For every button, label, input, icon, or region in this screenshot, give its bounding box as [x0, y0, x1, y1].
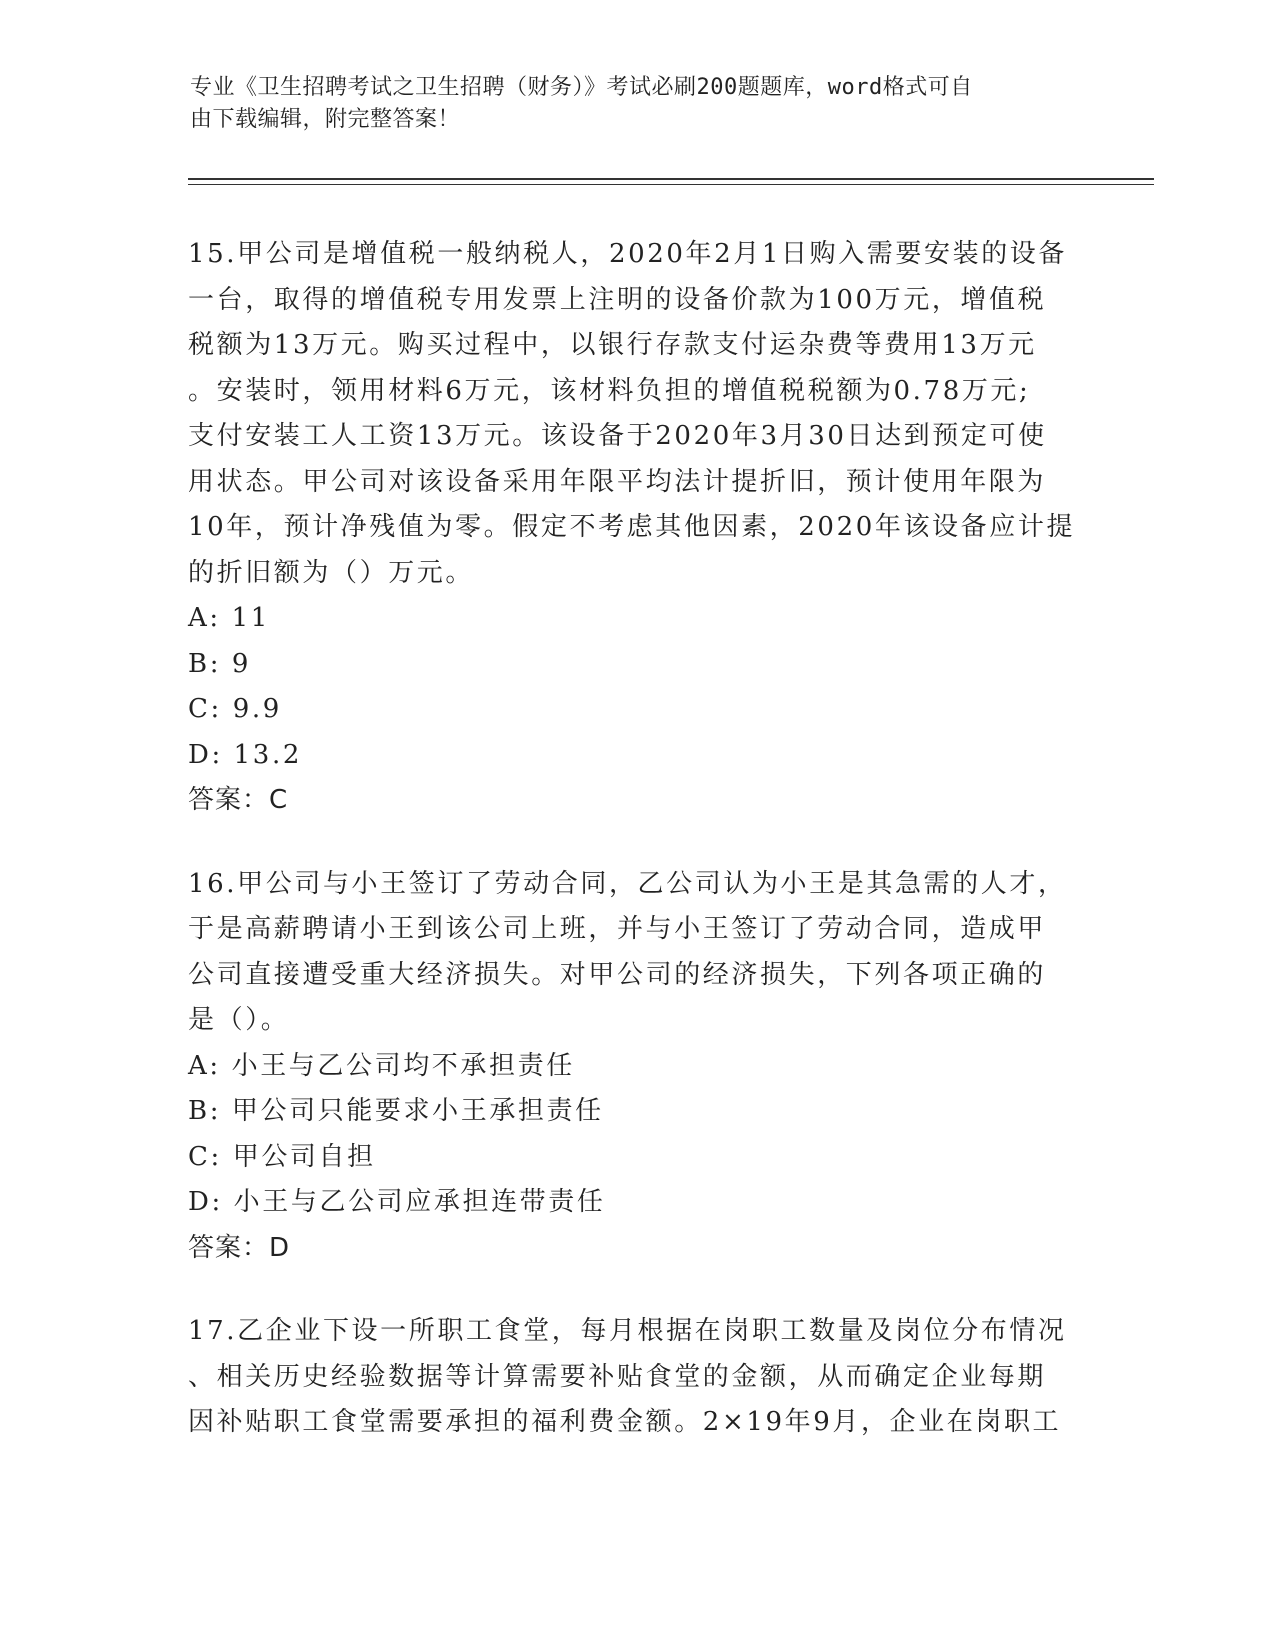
question-list — [188, 232, 1088, 1484]
document-header — [190, 72, 1080, 136]
option-c: C: 甲公司自担 — [188, 1141, 376, 1172]
option-a: A: 11 — [188, 603, 270, 633]
question-15 — [188, 232, 1088, 824]
question-text-line: 支付安装工人工资13万元。该设备于2020年3月30日达到预定可使 — [188, 421, 1047, 451]
header-line: 专业《卫生招聘考试之卫生招聘（财务）》考试必刷200题题库，word格式可自 — [190, 75, 973, 100]
question-text-line: 15.甲公司是增值税一般纳税人，2020年2月1日购入需要安装的设备 — [188, 239, 1068, 269]
question-text-line: 因补贴职工食堂需要承担的福利费金额。2×19年9月，企业在岗职工 — [188, 1407, 1062, 1437]
question-text-line: 一台，取得的增值税专用发票上注明的设备价款为100万元，增值税 — [188, 284, 1047, 315]
question-text-line: 是（）。 — [188, 1005, 290, 1035]
question-text-line: 17.乙企业下设一所职工食堂，每月根据在岗职工数量及岗位分布情况 — [188, 1316, 1067, 1346]
question-text-line: 于是高薪聘请小王到该公司上班，并与小王签订了劳动合同，造成甲 — [188, 914, 1047, 944]
option-a: A: 小王与乙公司均不承担责任 — [188, 1050, 575, 1081]
header-divider-thin — [188, 184, 1154, 185]
option-b: B: 9 — [188, 648, 252, 679]
header-divider-thick — [188, 178, 1154, 180]
question-text-line: 10年，预计净残值为零。假定不考虑其他因素，2020年该设备应计提 — [188, 512, 1076, 542]
answer-line: 答案：D — [188, 1232, 291, 1263]
header-line: 由下载编辑，附完整答案！ — [190, 107, 461, 132]
option-b: B: 甲公司只能要求小王承担责任 — [188, 1096, 604, 1126]
question-text-line: 公司直接遭受重大经济损失。对甲公司的经济损失，下列各项正确的 — [188, 959, 1047, 990]
option-d: D: 13.2 — [188, 739, 302, 770]
question-17 — [188, 1309, 1088, 1446]
answer-line: 答案：C — [188, 785, 289, 815]
question-text-line: 。安装时，领用材料6万元，该材料负担的增值税税额为0.78万元; — [188, 375, 1031, 406]
question-text-line: 16.甲公司与小王签订了劳动合同，乙公司认为小王是其急需的人才， — [188, 868, 1067, 899]
question-text-line: 用状态。甲公司对该设备采用年限平均法计提折旧，预计使用年限为 — [188, 466, 1047, 497]
question-16 — [188, 862, 1088, 1272]
question-text-line: 税额为13万元。购买过程中，以银行存款支付运杂费等费用13万元 — [188, 330, 1037, 360]
question-text-line: 的折旧额为（）万元。 — [188, 557, 475, 588]
option-c: C: 9.9 — [188, 694, 282, 724]
option-d: D: 小王与乙公司应承担连带责任 — [188, 1187, 606, 1217]
question-text-line: 、相关历史经验数据等计算需要补贴食堂的金额，从而确定企业每期 — [188, 1361, 1047, 1392]
